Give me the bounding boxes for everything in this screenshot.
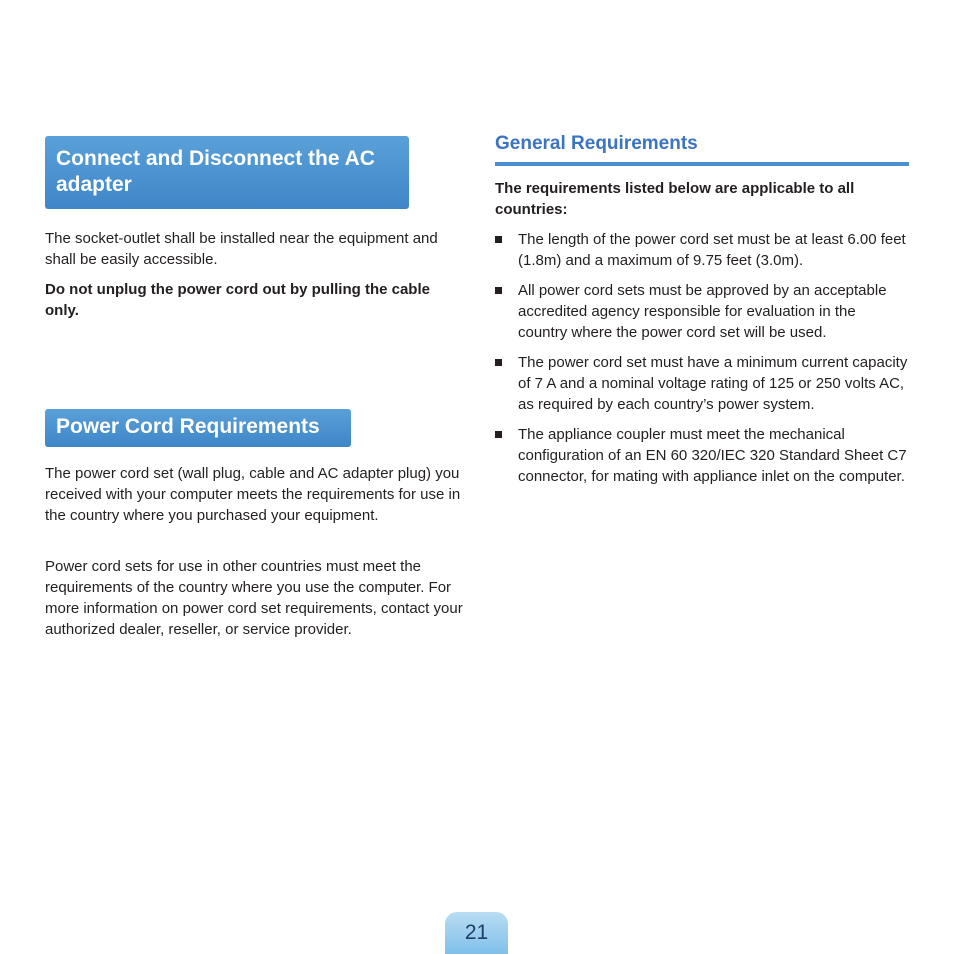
list-item [495, 280, 909, 343]
list-item-text: The appliance coupler must meet the mechanical configuration of an EN 60 320/IEC 320 Standard Sheet C7 connector, for mating with appliance inlet on the computer. [518, 426, 907, 485]
list-item [495, 352, 909, 415]
list-item-text: All power cord sets must be approved by an acceptable accredited agency responsible for evaluation in the country where the power cord set will be used. [518, 282, 887, 341]
list-item [495, 229, 909, 271]
square-bullet-icon [495, 236, 502, 243]
power-cord-set-paragraph: The power cord set (wall plug, cable and AC adapter plug) you received with your computer meets the requirements for use in the country where you purchased your equipment. [45, 465, 461, 524]
socket-outlet-paragraph: The socket-outlet shall be installed near the equipment and shall be easily accessible. [45, 230, 438, 268]
list-item [495, 424, 909, 487]
square-bullet-icon [495, 359, 502, 366]
unplug-warning-paragraph: Do not unplug the power cord out by pulling the cable only. [45, 281, 430, 319]
list-item-text: The power cord set must have a minimum current capacity of 7 A and a nominal voltage rating of 125 or 250 volts AC, as required by each country’s power system. [518, 354, 908, 413]
requirements-list [495, 229, 909, 496]
general-requirements-intro: The requirements listed below are applicable to all countries: [495, 180, 855, 218]
square-bullet-icon [495, 431, 502, 438]
list-item-text: The length of the power cord set must be at least 6.00 feet (1.8m) and a maximum of 9.75 feet (3.0m). [518, 231, 906, 269]
section-heading-ac-adapter: Connect and Disconnect the AC adapter [45, 136, 409, 209]
square-bullet-icon [495, 287, 502, 294]
section-heading-power-cord: Power Cord Requirements [45, 409, 351, 447]
other-countries-paragraph: Power cord sets for use in other countries must meet the requirements of the country where you use the computer. For more information on power cord set requirements, contact your authorized dealer, reseller, or service provider. [45, 558, 463, 638]
general-requirements-heading: General Requirements [495, 132, 909, 166]
page-number: 21 [445, 912, 508, 954]
